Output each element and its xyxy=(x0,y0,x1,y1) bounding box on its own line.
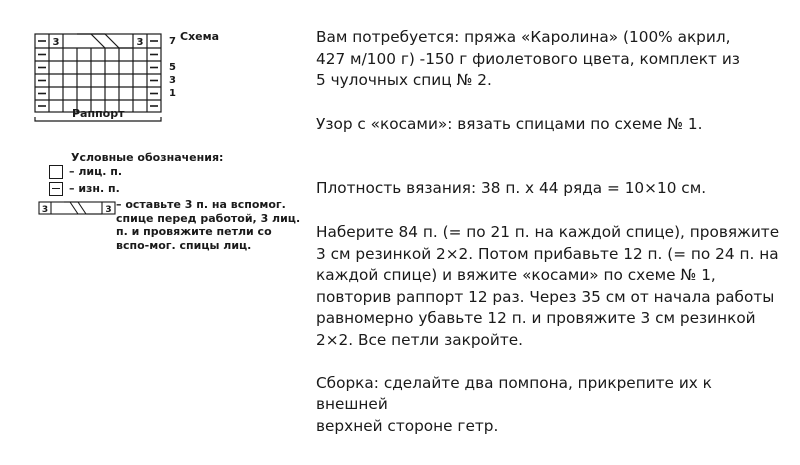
instructions-text xyxy=(316,27,786,437)
row-number: 7 xyxy=(169,36,176,47)
assembly-paragraph: Сборка: сделайте два помпона, прикрепите их к внешней верхней стороне гетр. xyxy=(316,373,712,435)
purl-symbol-icon xyxy=(49,182,63,196)
gauge-paragraph: Плотность вязания: 38 п. х 44 ряда = 10×10 см. xyxy=(316,179,707,198)
legend-purl-label: – изн. п. xyxy=(69,182,120,195)
cable-symbol-icon xyxy=(38,200,118,216)
rapport-label: Раппорт xyxy=(72,107,125,120)
legend-knit xyxy=(49,165,122,179)
instructions-paragraph: Наберите 84 п. (= по 21 п. на каждой спице), провяжите 3 см резинкой 2×2. Потом прибавьте 12 п. (= по 24 п. на каждой спице) и вяжите «косами» по схеме № 1, повторив раппорт 12 раз. Через 35 см от начала работы равномерно убавьте 12 п. и провяжите 3 см резинкой 2×2. Все петли закройте. xyxy=(316,222,780,349)
diagram-panel xyxy=(0,0,300,465)
cable-number-left: 3 xyxy=(52,37,60,48)
knit-symbol-icon xyxy=(49,165,63,179)
materials-paragraph: Вам потребуется: пряжа «Каролина» (100% акрил, 427 м/100 г) -150 г фиолетового цвета, комплект из 5 чулочных спиц № 2. xyxy=(316,28,740,90)
cable-symbol-number: 3 xyxy=(105,205,112,215)
legend-cable-label: – оставьте 3 п. на вспомог. спице перед работой, 3 лиц. п. и провяжите петли со вспо-мог. спицы лиц. xyxy=(116,198,301,252)
legend-purl xyxy=(49,182,120,196)
scheme-title: Схема xyxy=(180,30,220,43)
row-number: 5 xyxy=(169,62,176,73)
cable-number-right: 3 xyxy=(136,37,144,48)
row-number: 1 xyxy=(169,88,176,99)
cable-symbol-number: 3 xyxy=(41,205,49,215)
legend-knit-label: – лиц. п. xyxy=(69,165,123,178)
pattern-paragraph: Узор с «косами»: вязать спицами по схеме № 1. xyxy=(316,114,703,133)
row-number: 3 xyxy=(169,75,176,86)
legend-title: Условные обозначения: xyxy=(71,151,224,164)
